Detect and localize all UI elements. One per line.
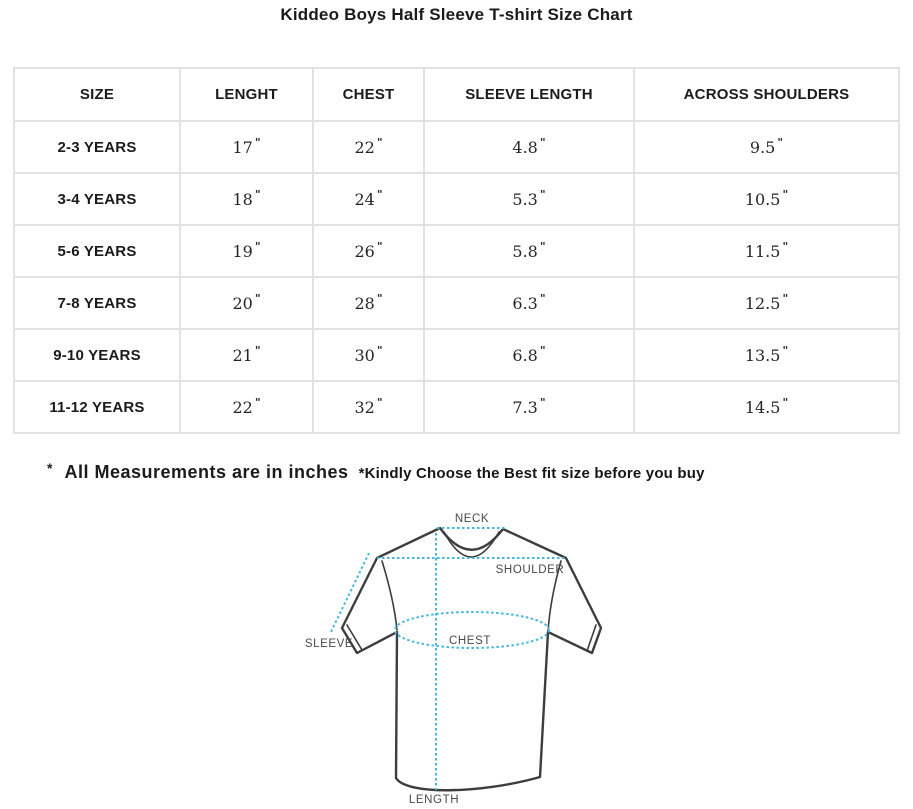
measurement-value: 9.5 [749,137,776,157]
inch-mark: " [782,292,789,306]
header-size: SIZE [14,68,180,121]
size-cell: 9-10 YEARS [14,329,180,381]
chest-cell [313,225,424,277]
measurement-value: 5.8 [512,241,538,261]
inch-mark: " [376,136,383,150]
table-row [14,225,899,277]
measurement-value: 10.5 [744,189,781,209]
measurement-value: 30 [354,345,375,365]
measurement-value: 12.5 [744,293,781,313]
chest-cell [313,173,424,225]
length-label: LENGTH [408,794,460,806]
inch-mark: " [376,344,383,358]
measurement-value: 19 [232,241,253,261]
measurement-value: 6.8 [512,345,538,365]
measurement-value: 28 [354,293,375,313]
sleeve-length-cell [424,225,634,277]
tshirt-measurement-diagram [300,505,630,809]
header-sleeve-length: SLEEVE LENGTH [424,68,634,121]
across-shoulders-cell [634,277,899,329]
sleeve-length-cell [424,277,634,329]
chest-label: CHEST [449,635,491,647]
page-title: Kiddeo Boys Half Sleeve T-shirt Size Chart [280,5,633,24]
fit-advice-note: *Kindly Choose the Best fit size before you buy [358,465,705,482]
chest-cell [313,381,424,433]
inch-mark: " [539,292,546,306]
inch-mark: " [376,240,383,254]
inch-mark: " [539,188,546,202]
sleeve-length-cell [424,381,634,433]
table-row [14,173,899,225]
header-across-shoulders: ACROSS SHOULDERS [634,68,899,121]
size-cell: 11-12 YEARS [14,381,180,433]
inch-mark: " [376,188,383,202]
length-cell [180,329,313,381]
inch-mark: " [539,344,546,358]
inch-mark: " [782,240,789,254]
header-chest: CHEST [313,68,424,121]
measurement-value: 26 [354,241,375,261]
across-shoulders-cell [634,121,899,173]
measurement-value: 6.3 [512,293,538,313]
shoulder-label: SHOULDER [495,564,565,576]
table-row [14,329,899,381]
sleeve-length-cell [424,121,634,173]
header-length: LENGHT [180,68,313,121]
chest-cell [313,277,424,329]
across-shoulders-cell [634,225,899,277]
sleeve-length-cell [424,329,634,381]
chest-cell [313,121,424,173]
measurement-value: 5.3 [512,189,538,209]
inch-mark: " [782,396,789,410]
measurement-value: 32 [354,397,375,417]
length-cell [180,381,313,433]
size-cell: 2-3 YEARS [14,121,180,173]
measurement-value: 20 [232,293,253,313]
measurement-value: 17 [232,137,253,157]
measurement-value: 21 [232,345,253,365]
across-shoulders-cell [634,381,899,433]
inch-mark: " [539,136,546,150]
inch-mark: " [376,292,383,306]
length-cell [180,173,313,225]
size-cell: 5-6 YEARS [14,225,180,277]
inch-mark: " [777,136,784,150]
inch-mark: " [782,344,789,358]
inch-mark: " [539,396,546,410]
table-header-row [14,68,899,121]
inch-mark: " [254,292,261,306]
inch-mark: " [254,188,261,202]
sleeve-label: SLEEVE [304,638,354,650]
size-table-body [14,121,899,433]
measurement-value: 24 [354,189,375,209]
inch-mark: " [254,136,261,150]
table-row [14,381,899,433]
across-shoulders-cell [634,173,899,225]
inch-mark: " [539,240,546,254]
chest-cell [313,329,424,381]
table-row [14,121,899,173]
table-row [14,277,899,329]
inch-mark: " [254,396,261,410]
size-cell: 7-8 YEARS [14,277,180,329]
inch-mark: " [254,240,261,254]
inch-mark: " [376,396,383,410]
sleeve-length-cell [424,173,634,225]
measurement-value: 18 [232,189,253,209]
measurement-value: 22 [232,397,253,417]
measurement-unit-note: All Measurements are in inches [64,462,349,482]
measurement-value: 11.5 [744,241,781,261]
measurement-value: 4.8 [512,137,538,157]
neck-label: NECK [454,513,490,525]
across-shoulders-cell [634,329,899,381]
footnote [47,462,705,483]
inch-mark: " [782,188,789,202]
measurement-value: 13.5 [744,345,781,365]
inch-mark: " [254,344,261,358]
size-cell: 3-4 YEARS [14,173,180,225]
footnote-asterisk: * [47,460,53,476]
length-cell [180,225,313,277]
measurement-value: 14.5 [744,397,781,417]
size-table [13,67,900,434]
measurement-value: 22 [354,137,375,157]
length-cell [180,277,313,329]
measurement-value: 7.3 [512,397,538,417]
length-cell [180,121,313,173]
